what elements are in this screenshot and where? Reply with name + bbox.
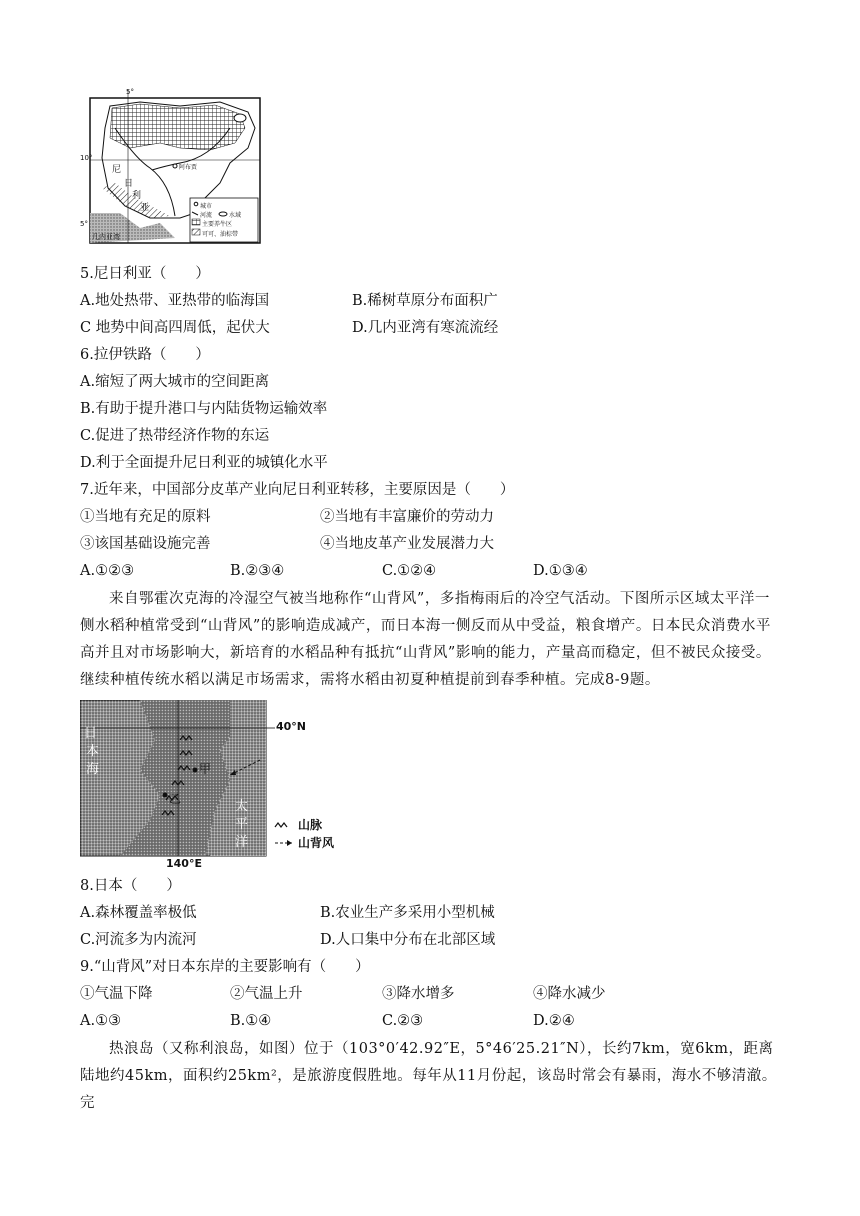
map2-lon-label: 140°E — [166, 857, 202, 870]
map1-city-label: 阿布贾 — [179, 164, 198, 171]
q6-stem: 6.拉伊铁路（ ） — [80, 347, 210, 363]
map2-legend-mountain: 山脉 — [298, 818, 323, 832]
q9-statement-2: ②气温上升 — [230, 986, 303, 1002]
q9-stem: 9.“山背风”对日本东岸的主要影响有（ ） — [80, 959, 370, 975]
map1-legend-river: 河流 — [200, 212, 213, 219]
map1-label-ri: 日 — [124, 179, 134, 189]
q7-statement-2: ②当地有丰富廉价的劳动力 — [320, 509, 494, 525]
map1-bay-label: 几内亚湾 — [92, 233, 120, 241]
map2-place-yi: 乙 — [169, 792, 182, 806]
map1-legend-zone1: 主要养牛区 — [202, 221, 233, 228]
map1-label-ni: 尼 — [112, 165, 122, 175]
passage-shanbeifeng: 来自鄂霍次克海的冷湿空气被当地称作“山背风”，多指梅雨后的冷空气活动。下图所示区域太平洋一侧水稻种植常受到“山背风”的影响造成减产，而日本海一侧反而从中受益，粮食增产。日本民众消费水平高并且对市场影响大，新培育的水稻品种有抵抗“山背风”影响的能力，产量高而稳定，但不被民众接受。继续种植传统水稻以满足市场需求，需将水稻由初夏种植提前到春季种植。完成8-9题。 — [80, 591, 771, 688]
map1-legend-lake: 水域 — [229, 212, 242, 219]
q7-statement-1: ①当地有充足的原料 — [80, 509, 211, 525]
q7-stem: 7.近年来，中国部分皮革产业向尼日利亚转移，主要原因是（ ） — [80, 482, 515, 498]
map1-label-ya: 亚 — [140, 203, 150, 213]
map1-label-li: 利 — [132, 191, 142, 201]
q5-option-c: C 地势中间高四周低，起伏大 — [80, 320, 270, 336]
q9-option-d: D.②④ — [533, 1013, 575, 1029]
q8-option-a: A.森林覆盖率极低 — [80, 905, 197, 921]
map1-lat-top: 5° — [126, 88, 134, 96]
map1-lat-mid: 10° — [80, 154, 93, 162]
q9-option-c: C.②③ — [382, 1013, 424, 1029]
map2-lat-label: 40°N — [276, 720, 307, 733]
q6-option-b: B.有助于提升港口与内陆货物运输效率 — [80, 401, 328, 417]
map2-sea-ben: 本 — [86, 744, 100, 759]
q7-option-d: D.①③④ — [533, 563, 588, 579]
map2-ocean-ping: 平 — [235, 817, 249, 832]
map2-legend-wind: 山背风 — [298, 836, 335, 850]
map2-sea-hai: 海 — [86, 762, 100, 777]
map1-lon-bottom: 5° — [80, 220, 88, 228]
q5-option-a: A.地处热带、亚热带的临海国 — [80, 293, 270, 309]
passage-redang-island: 热浪岛（又称利浪岛，如图）位于（103°0′42.92″E，5°46′25.21″N），长约7km，宽6km，距离陆地约45km，面积约25km²，是旅游度假胜地。每年从11月份起，该岛时常会有暴雨，海水不够清澈。完 — [80, 1041, 777, 1111]
q9-statement-4: ④降水减少 — [533, 986, 606, 1002]
q9-option-b: B.①④ — [230, 1013, 272, 1029]
map2-sea-ri: 日 — [84, 726, 98, 741]
q8-option-b: B.农业生产多采用小型机械 — [320, 905, 495, 921]
q6-option-a: A.缩短了两大城市的空间距离 — [80, 374, 270, 390]
q8-stem: 8.日本（ ） — [80, 878, 181, 894]
map1-legend-zone2: 可可、油棕带 — [202, 231, 239, 238]
map2-ocean-yang: 洋 — [235, 835, 249, 850]
q7-option-a: A.①②③ — [80, 563, 135, 579]
nigeria-map — [80, 88, 265, 248]
q7-option-b: B.②③④ — [230, 563, 285, 579]
q6-option-c: C.促进了热带经济作物的东运 — [80, 428, 270, 444]
q9-option-a: A.①③ — [80, 1013, 122, 1029]
q7-option-c: C.①②④ — [382, 563, 437, 579]
q5-option-d: D.几内亚湾有寒流流经 — [352, 320, 499, 336]
q9-statement-1: ①气温下降 — [80, 986, 153, 1002]
japan-map — [80, 700, 340, 870]
map2-ocean-tai: 太 — [235, 799, 249, 814]
q9-statement-3: ③降水增多 — [382, 986, 455, 1002]
q8-option-c: C.河流多为内流河 — [80, 932, 197, 948]
map1-legend-city: 城市 — [200, 203, 213, 210]
q5-option-b: B.稀树草原分布面积广 — [352, 293, 498, 309]
q8-option-d: D.人口集中分布在北部区域 — [320, 932, 496, 948]
map2-place-jia: 甲 — [199, 762, 212, 776]
q6-option-d: D.利于全面提升尼日利亚的城镇化水平 — [80, 455, 328, 471]
q7-statement-3: ③该国基础设施完善 — [80, 536, 211, 552]
q7-statement-4: ④当地皮革产业发展潜力大 — [320, 536, 494, 552]
q5-stem: 5.尼日利亚（ ） — [80, 266, 210, 282]
